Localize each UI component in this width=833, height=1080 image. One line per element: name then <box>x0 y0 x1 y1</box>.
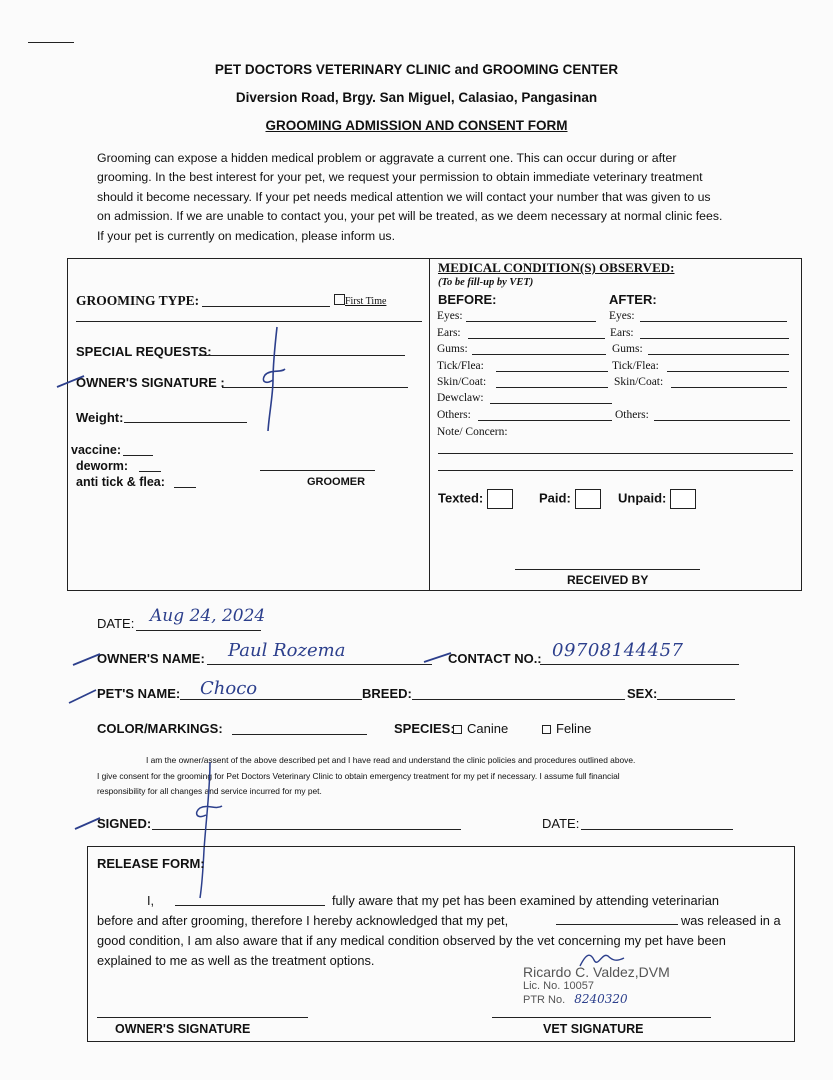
others-before-label: Others: <box>437 409 471 421</box>
paid-label: Paid: <box>539 490 571 506</box>
check-mark-icon <box>56 374 86 388</box>
feline-label: Feline <box>556 721 592 736</box>
vaccine-field[interactable] <box>123 455 153 456</box>
release-i: I, <box>147 893 155 908</box>
release-line-4: explained to me as well as the treatment options. <box>97 952 375 968</box>
grooming-type-label: GROOMING TYPE: <box>76 293 200 308</box>
intro-paragraph <box>97 149 757 246</box>
owner-name-check-icon <box>72 652 102 666</box>
eyes-before-label: Eyes: <box>437 310 463 322</box>
paid-checkbox[interactable] <box>575 489 601 509</box>
dewclaw-before-field[interactable] <box>490 403 612 404</box>
clinic-address: Diversion Road, Brgy. San Miguel, Calasiao, Pangasinan <box>235 90 598 105</box>
weight-field[interactable] <box>124 422 247 423</box>
texted-status <box>438 489 513 509</box>
handwritten-signature-top <box>255 325 295 435</box>
breed-label: BREED: <box>362 686 412 701</box>
release-paragraph <box>97 891 793 970</box>
release-form-title: RELEASE FORM: <box>97 856 205 871</box>
weight-label: Weight: <box>76 410 124 425</box>
feline-option[interactable] <box>542 721 591 736</box>
after-label: AFTER: <box>609 292 657 307</box>
skin-before-field[interactable] <box>496 387 608 388</box>
owner-signature-label: OWNER'S SIGNATURE : <box>76 375 225 390</box>
owner-signature-release-label: OWNER'S SIGNATURE <box>115 1022 251 1036</box>
pet-name-label: PET'S NAME: <box>97 686 181 701</box>
release-line-1 <box>97 891 793 911</box>
date-field[interactable] <box>136 630 261 631</box>
sex-field[interactable] <box>657 699 735 700</box>
gums-before-field[interactable] <box>472 354 606 355</box>
owner-signature-field[interactable] <box>222 387 408 388</box>
signed-check-icon <box>74 816 102 830</box>
intro-line: Grooming can expose a hidden medical problem or aggravate a current one. This can occur during or after <box>97 151 677 165</box>
breed-field[interactable] <box>412 699 625 700</box>
first-time-checkbox[interactable] <box>334 294 345 305</box>
consent-line: responsibility for all changes and service incurred for my pet. <box>97 786 322 796</box>
vaccine-label: vaccine: <box>71 443 122 457</box>
ears-before-label: Ears: <box>437 327 461 339</box>
contact-field[interactable] <box>540 664 739 665</box>
release-owner-name-field[interactable] <box>175 905 325 906</box>
eyes-after-label: Eyes: <box>609 310 635 322</box>
vet-license: Lic. No. 10057 <box>523 980 594 992</box>
release-line-2-start: before and after grooming, therefore I hereby acknowledged that my pet, <box>97 913 509 928</box>
form-title: GROOMING ADMISSION AND CONSENT FORM <box>265 118 568 133</box>
note-line-2[interactable] <box>438 470 793 471</box>
texted-checkbox[interactable] <box>487 489 513 509</box>
feline-checkbox[interactable] <box>542 725 551 734</box>
signed-date-label: DATE: <box>542 816 580 831</box>
first-time-label: First Time <box>345 296 387 307</box>
species-label: SPECIES: <box>394 721 455 736</box>
unpaid-checkbox[interactable] <box>670 489 696 509</box>
vet-ptr <box>523 992 670 1006</box>
color-markings-field[interactable] <box>232 734 367 735</box>
paid-status <box>539 489 601 509</box>
owner-signature-release-line[interactable] <box>97 1017 308 1018</box>
consent-line: I am the owner/assent of the above described pet and I have read and understand the clinic policies and procedures outlined above. <box>146 755 636 765</box>
vet-stamp <box>523 964 670 1006</box>
pet-name-value[interactable]: Choco <box>200 678 258 699</box>
note-concern-label: Note/ Concern: <box>437 426 508 438</box>
pet-name-check-icon <box>68 688 98 704</box>
skin-before-label: Skin/Coat: <box>437 376 487 388</box>
date-value[interactable]: Aug 24, 2024 <box>150 606 266 626</box>
intro-line: on admission. If we are unable to contact you, your pet will be treated, as we deem necessary at normal clinic fees. <box>97 209 723 224</box>
vet-ptr-value: 8240320 <box>574 992 628 1006</box>
canine-checkbox[interactable] <box>453 725 462 734</box>
special-requests-field[interactable] <box>198 355 405 356</box>
pet-name-field[interactable] <box>180 699 362 700</box>
received-by-label: RECEIVED BY <box>567 573 649 587</box>
ears-before-field[interactable] <box>468 338 605 339</box>
gums-before-label: Gums: <box>437 343 468 355</box>
release-pet-name-field[interactable] <box>556 924 678 925</box>
unpaid-status <box>618 489 696 509</box>
groomer-label: GROOMER <box>307 476 366 488</box>
others-after-label: Others: <box>615 409 649 421</box>
release-line-3: good condition, I am also aware that if any medical condition observed by the vet concerning my pet have been <box>97 933 726 948</box>
date-label: DATE: <box>97 616 135 631</box>
owner-name-field[interactable] <box>207 664 432 665</box>
skin-after-label: Skin/Coat: <box>614 376 664 388</box>
contact-check-icon <box>423 651 453 663</box>
tick-before-field[interactable] <box>496 371 608 372</box>
tick-after-field[interactable] <box>667 371 789 372</box>
vet-name: Ricardo C. Valdez,DVM <box>523 964 670 980</box>
anti-tick-field[interactable] <box>174 487 196 488</box>
tick-before-label: Tick/Flea: <box>437 360 484 372</box>
vet-fill-note: (To be fill-up by VET) <box>438 277 534 288</box>
deworm-field[interactable] <box>139 471 161 472</box>
eyes-before-field[interactable] <box>466 321 596 322</box>
eyes-after-field[interactable] <box>640 321 787 322</box>
others-before-field[interactable] <box>478 420 612 421</box>
anti-tick-label: anti tick & flea: <box>76 475 165 489</box>
clinic-name: PET DOCTORS VETERINARY CLINIC and GROOMING CENTER <box>214 62 619 77</box>
unpaid-label: Unpaid: <box>618 490 667 506</box>
others-after-field[interactable] <box>654 420 790 421</box>
intro-line: should it become necessary. If your pet needs medical attention we will contact your number that was given to us <box>97 189 711 204</box>
vet-signature-line[interactable] <box>492 1017 711 1018</box>
grooming-type-line-2[interactable] <box>76 321 422 322</box>
canine-option[interactable] <box>453 721 508 736</box>
before-label: BEFORE: <box>438 292 497 307</box>
ears-after-field[interactable] <box>640 338 789 339</box>
texted-label: Texted: <box>438 490 484 506</box>
release-line-1-end: fully aware that my pet has been examined by attending veterinarian <box>332 893 719 908</box>
contact-value[interactable]: 09708144457 <box>552 640 684 661</box>
owner-name-label: OWNER'S NAME: <box>97 651 205 666</box>
consent-line: I give consent for the grooming for Pet Doctors Veterinary Clinic to obtain emergency treatment for my pet if necessary. I assume full financial <box>97 770 620 781</box>
skin-after-field[interactable] <box>671 387 787 388</box>
color-markings-label: COLOR/MARKINGS: <box>97 721 223 736</box>
vet-initials-scribble <box>578 948 628 970</box>
intro-line: grooming. In the best interest for your pet, we request your permission to obtain immediate veterinary treatment <box>97 170 703 185</box>
release-line-2-end: was released in a <box>681 913 781 928</box>
medical-condition-title: MEDICAL CONDITION(S) OBSERVED: <box>438 260 675 275</box>
groomer-signature-line[interactable] <box>260 470 375 471</box>
tick-after-label: Tick/Flea: <box>612 360 659 372</box>
signed-label: SIGNED: <box>97 816 152 831</box>
owner-name-value[interactable]: Paul Rozema <box>228 640 346 661</box>
special-requests-label: SPECIAL REQUESTS: <box>76 344 212 359</box>
vet-ptr-label: PTR No. <box>523 994 566 1006</box>
table-divider <box>429 258 430 590</box>
deworm-label: deworm: <box>76 459 129 473</box>
corner-mark <box>28 42 74 43</box>
canine-label: Canine <box>467 721 509 736</box>
grooming-type-field[interactable] <box>202 306 330 307</box>
release-line-2 <box>97 911 793 931</box>
gums-after-field[interactable] <box>648 354 789 355</box>
intro-line: If your pet is currently on medication, please inform us. <box>97 228 395 243</box>
signed-date-field[interactable] <box>581 829 733 830</box>
contact-label: CONTACT NO.: <box>448 651 542 666</box>
received-by-line[interactable] <box>515 569 700 570</box>
gums-after-label: Gums: <box>612 343 643 355</box>
vet-signature-label: VET SIGNATURE <box>543 1022 644 1036</box>
sex-label: SEX: <box>627 686 658 701</box>
note-line-1[interactable] <box>438 453 793 454</box>
ears-after-label: Ears: <box>610 327 634 339</box>
dewclaw-before-label: Dewclaw: <box>437 392 484 404</box>
